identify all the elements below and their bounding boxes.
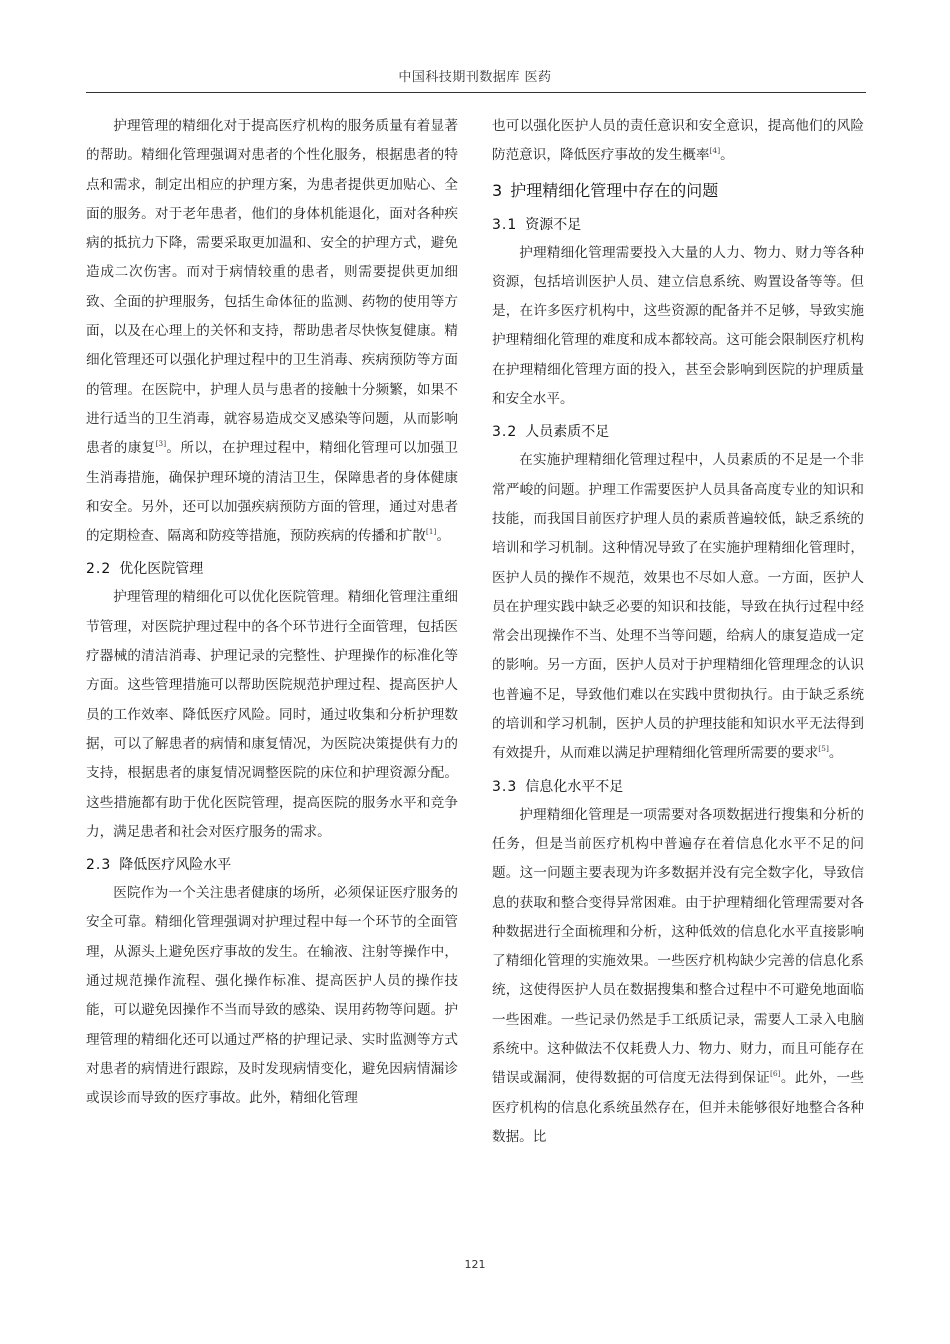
- section-title: 护理精细化管理中存在的问题: [510, 180, 719, 200]
- subsection-heading: [492, 211, 864, 239]
- paragraph: [492, 801, 864, 1153]
- paragraph-text: 护理精细化管理是一项需要对各项数据进行搜集和分析的任务，但是当前医疗机构中普遍存在着信息化水平不足的问题。这一问题主要表现为许多数据并没有完全数字化，导致信息的获取和整合变得异常困难。由于护理精细化管理需要对各种数据进行全面梳理和分析，这种低效的信息化水平直接影响了精细化管理的实施效果。一些医疗机构缺少完善的信息化系统，这使得医护人员在数据搜集和整合过程中不可避免地面临一些困难。一些记录仍然是手工纸质记录，需要人工录入电脑系统中。这种做法不仅耗费人力、物力、财力，而且可能存在错误或漏洞，使得数据的可信度无法得到保证: [492, 806, 864, 1087]
- subsection-number: 3.1: [492, 216, 518, 233]
- paragraph-text: 。所以，在护理过程中，精细化管理可以加强卫生消毒措施，确保护理环境的清洁卫生，保障患者的身体健康和安全。另外，还可以加强疾病预防方面的管理，通过对患者的定期检查、隔离和防疫等措施，预防疾病的传播和扩散: [86, 440, 459, 545]
- paragraph: 护理精细化管理需要投入大量的人力、物力、财力等各种资源，包括培训医护人员、建立信息系统、购置设备等等。但是，在许多医疗机构中，这些资源的配备并不足够，导致实施护理精细化管理的难度和成本都较高。这可能会限制医疗机构在护理精细化管理方面的投入，甚至会影响到医院的护理质量和安全水平。: [492, 244, 864, 408]
- page-number: 121: [464, 1258, 486, 1271]
- section-heading: [492, 175, 864, 207]
- paragraph: [492, 446, 864, 768]
- journal-header: 中国科技期刊数据库 医药: [398, 70, 552, 85]
- citation-ref: [3]: [155, 439, 167, 449]
- citation-ref: [6]: [769, 1069, 781, 1079]
- paragraph: [86, 112, 458, 551]
- subsection-title: 人员素质不足: [525, 424, 610, 441]
- citation-ref: [5]: [818, 744, 829, 754]
- subsection-title: 优化医院管理: [119, 561, 204, 578]
- subsection-title: 降低医疗风险水平: [119, 857, 232, 874]
- subsection-title: 信息化水平不足: [525, 778, 624, 795]
- subsection-title: 资源不足: [525, 216, 582, 233]
- paragraph: [492, 112, 864, 171]
- citation-ref: [4]: [709, 146, 721, 156]
- subsection-heading: [86, 555, 458, 583]
- paragraph-text: 。: [436, 528, 451, 545]
- subsection-heading: [492, 418, 864, 446]
- paragraph: 医院作为一个关注患者健康的场所，必须保证医疗服务的安全可靠。精细化管理强调对护理过程中每一个环节的全面管理，从源头上避免医疗事故的发生。在输液、注射等操作中，通过规范操作流程、强化操作标准、提高医护人员的操作技能，可以避免因操作不当而导致的感染、误用药物等问题。护理管理的精细化还可以通过严格的护理记录、实时监测等方式对患者的病情进行跟踪，及时发现病情变化，避免因病情漏诊或误诊而导致的医疗事故。此外，精细化管理: [86, 885, 458, 1107]
- subsection-heading: [86, 851, 458, 879]
- subsection-number: 3.3: [492, 778, 518, 795]
- subsection-heading: [492, 773, 864, 801]
- paragraph-text: 在实施护理精细化管理过程中，人员素质的不足是一个非常严峻的问题。护理工作需要医护人员具备高度专业的知识和技能，而我国目前医疗护理人员的素质普遍较低，缺乏系统的培训和学习机制。这种情况导致了在实施护理精细化管理时，医护人员的操作不规范，效果也不尽如人意。一方面，医护人员在护理实践中缺乏必要的知识和技能，导致在执行过程中经常会出现操作不当、处理不当等问题，给病人的康复造成一定的影响。另一方面，医护人员对于护理精细化管理理念的认识也普遍不足，导致他们难以在实践中贯彻执行。由于缺乏系统的培训和学习机制，医护人员的护理技能和知识水平无法得到有效提升，从而难以满足护理精细化管理所需要的要求: [492, 452, 864, 762]
- paragraph-text: 也可以强化医护人员的责任意识和安全意识，提高他们的风险防范意识，降低医疗事故的发生概率: [492, 118, 864, 164]
- right-column: [492, 112, 864, 1152]
- section-number: 3: [492, 180, 503, 200]
- paragraph-text: 。: [720, 147, 734, 164]
- paragraph-text: 护理管理的精细化对于提高医疗机构的服务质量有着显著的帮助。精细化管理强调对患者的个性化服务，根据患者的特点和需求，制定出相应的护理方案，为患者提供更加贴心、全面的服务。对于老年患者，他们的身体机能退化，面对各种疾病的抵抗力下降，需要采取更加温和、安全的护理方式，避免造成二次伤害。而对于病情较重的患者，则需要提供更加细致、全面的护理服务，包括生命体征的监测、药物的使用等方面，以及在心理上的关怀和支持，帮助患者尽快恢复健康。精细化管理还可以强化护理过程中的卫生消毒、疾病预防等方面的管理。在医院中，护理人员与患者的接触十分频繁，如果不进行适当的卫生消毒，就容易造成交叉感染等问题，从而影响患者的康复: [86, 118, 458, 457]
- subsection-number: 2.2: [86, 561, 112, 578]
- paragraph: 护理管理的精细化可以优化医院管理。精细化管理注重细节管理，对医院护理过程中的各个环节进行全面管理，包括医疗器械的清洁消毒、护理记录的完整性、护理操作的标准化等方面。这些管理措施可以帮助医院规范护理过程、提高医护人员的工作效率、降低医疗风险。同时，通过收集和分析护理数据，可以了解患者的病情和康复情况，为医院决策提供有力的支持，根据患者的康复情况调整医院的床位和护理资源分配。这些措施都有助于优化医院管理，提高医院的服务水平和竞争力，满足患者和社会对医疗服务的需求。: [86, 589, 458, 840]
- subsection-number: 3.2: [492, 424, 518, 441]
- paragraph-text: 。此外，一些医疗机构的信息化系统虽然存在，但并未能够很好地整合各种数据。比: [492, 1070, 865, 1145]
- header-divider: [86, 92, 866, 93]
- paragraph-text: 。: [828, 745, 843, 762]
- citation-ref: [1]: [425, 527, 437, 537]
- subsection-number: 2.3: [86, 857, 112, 874]
- left-column: [86, 112, 458, 1114]
